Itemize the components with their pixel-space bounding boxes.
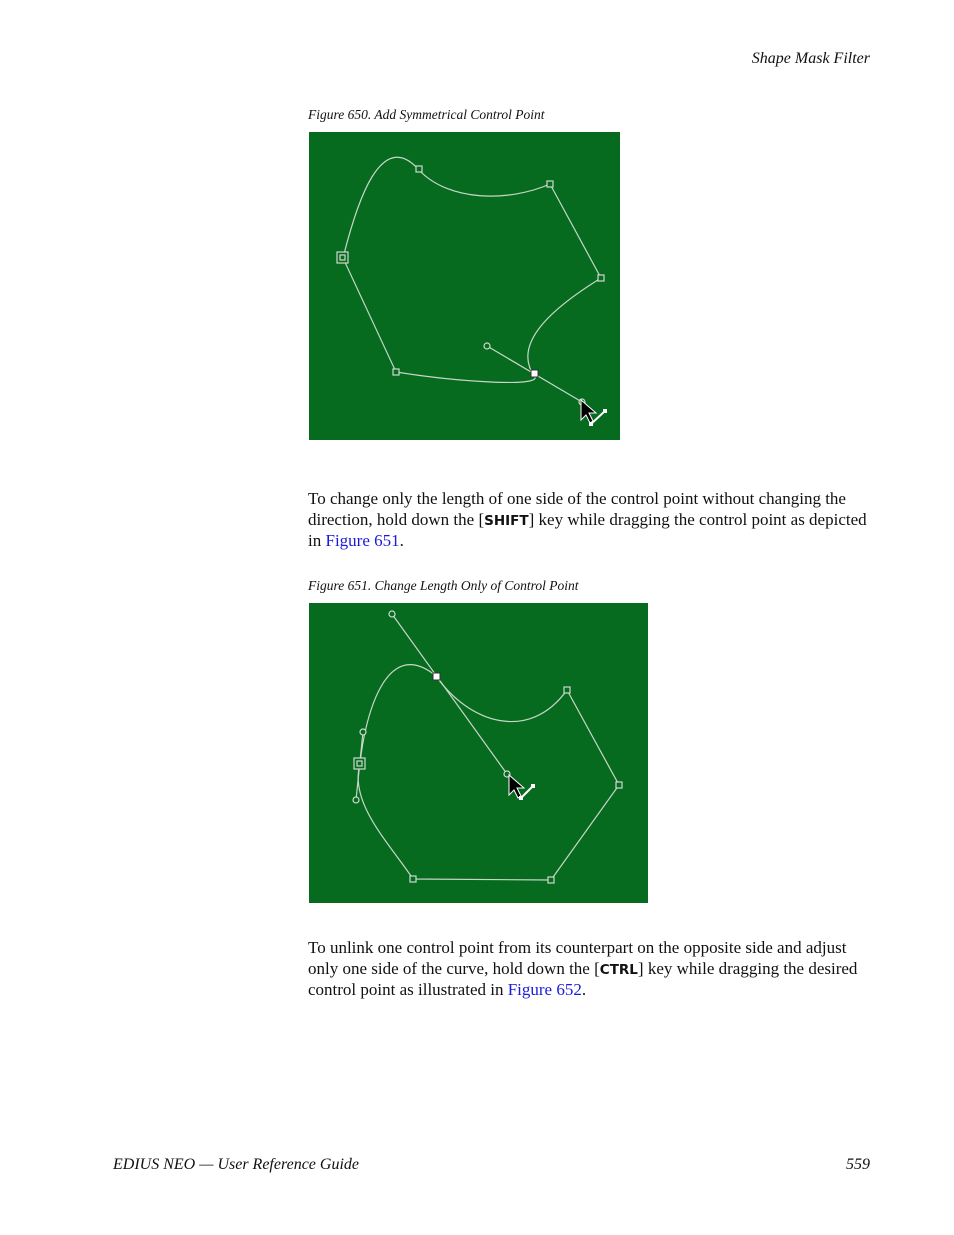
figure-652-link[interactable]: Figure 652: [507, 980, 582, 999]
figure-650-svg: [309, 132, 620, 440]
paragraph-shift: [308, 489, 868, 552]
cursor-icon: [581, 400, 607, 426]
control-point[interactable]: [393, 369, 399, 375]
control-point[interactable]: [564, 687, 570, 693]
control-point[interactable]: [410, 876, 416, 882]
key-bracket: [: [594, 958, 600, 978]
mask-curve: [358, 665, 619, 880]
handle-endpoint[interactable]: [484, 343, 490, 349]
handle-line: [392, 614, 507, 774]
figure-651-image: [309, 603, 648, 903]
control-point[interactable]: [548, 877, 554, 883]
key-bracket: [: [478, 509, 485, 529]
figure-650-image: [309, 132, 620, 440]
control-point-inner: [357, 761, 362, 766]
paragraph-text: To change only the length of one side of the control point without changing the direction, hold down the: [308, 489, 846, 529]
footer-guide-title: EDIUS NEO — User Reference Guide: [113, 1156, 360, 1173]
key-bracket: ]: [528, 509, 535, 529]
control-point[interactable]: [616, 782, 622, 788]
handle-endpoint[interactable]: [360, 729, 366, 735]
shift-key-label: SHIFT: [484, 512, 529, 529]
paragraph-ctrl: [308, 938, 868, 1001]
paragraph-text: .: [399, 531, 404, 550]
control-point-inner: [340, 255, 345, 260]
running-header: Shape Mask Filter: [751, 50, 870, 67]
figure-651-caption: Figure 651. Change Length Only of Control Point: [308, 578, 579, 593]
figure-650-caption: Figure 650. Add Symmetrical Control Point: [308, 107, 545, 122]
control-point[interactable]: [416, 166, 422, 172]
handle-endpoint[interactable]: [353, 797, 359, 803]
paragraph-text: key while dragging the control point as depicted in: [308, 509, 867, 550]
key-bracket: ]: [637, 958, 644, 978]
active-control-point[interactable]: [433, 673, 440, 680]
cursor-icon: [509, 775, 535, 800]
paragraph-text: To unlink one control point from its counterpart on the opposite side and adjust only one side of the curve, hold down the: [308, 938, 847, 978]
figure-651-svg: [309, 603, 648, 903]
active-control-point[interactable]: [531, 370, 538, 377]
ctrl-key-label: CTRL: [599, 961, 638, 978]
mask-curve: [343, 157, 601, 382]
control-point[interactable]: [547, 181, 553, 187]
paragraph-text: key while dragging the desired control point as illustrated in: [308, 958, 858, 999]
page-number: 559: [846, 1156, 870, 1173]
paragraph-text: .: [581, 980, 587, 999]
figure-651-link[interactable]: Figure 651: [325, 531, 400, 550]
control-point[interactable]: [598, 275, 604, 281]
handle-endpoint[interactable]: [389, 611, 395, 617]
